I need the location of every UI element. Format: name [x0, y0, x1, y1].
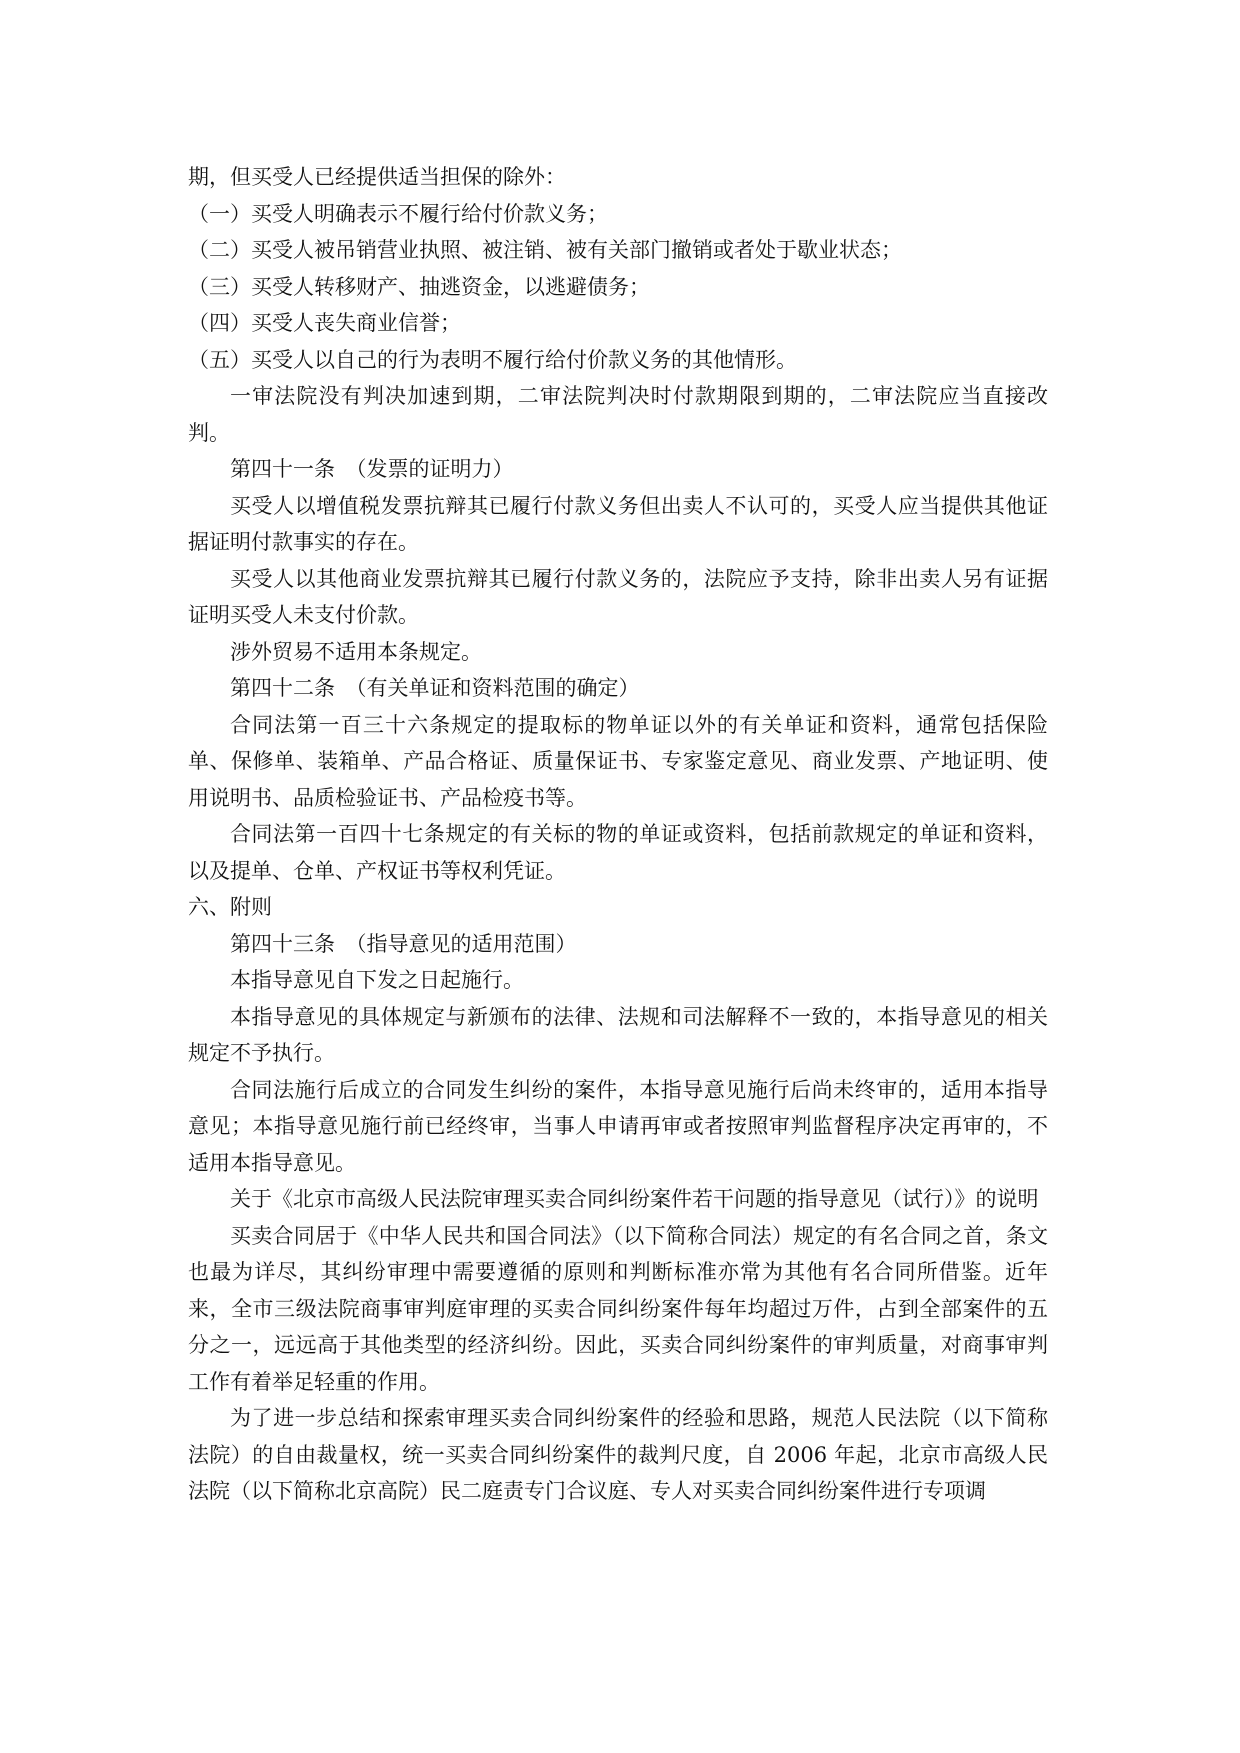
article-heading-41: 第四十一条 （发票的证明力） [230, 457, 514, 481]
article-heading-42: 第四十二条 （有关单证和资料范围的确定） [230, 676, 640, 700]
document-body [188, 159, 1048, 1510]
list-item-1: （一）买受人明确表示不履行给付价款义务； [188, 201, 608, 226]
list-item-3: （三）买受人转移财产、抽逃资金，以逃避债务； [188, 274, 650, 299]
paragraph: 为了进一步总结和探索审理买卖合同纠纷案件的经验和思路，规范人民法院（以下简称法院）的自由裁量权，统一买卖合同纠纷案件的裁判尺度，自 2006 年起，北京市高级人民法院（以下简称北京高院）民二庭责专门合议庭、专人对买卖合同纠纷案件进行专项调 [188, 1406, 1048, 1503]
paragraph: 买受人以其他商业发票抗辩其已履行付款义务的，法院应予支持，除非出卖人另有证据证明买受人未支付价款。 [188, 566, 1048, 627]
list-item-2: （二）买受人被吊销营业执照、被注销、被有关部门撤销或者处于歇业状态； [188, 238, 902, 262]
article-heading-43: 第四十三条 （指导意见的适用范围） [230, 931, 577, 956]
paragraph: 本指导意见的具体规定与新颁布的法律、法规和司法解释不一致的，本指导意见的相关规定不予执行。 [188, 1004, 1048, 1065]
paragraph: 合同法第一百四十七条规定的有关标的物的单证或资料，包括前款规定的单证和资料，以及提单、仓单、产权证书等权利凭证。 [188, 822, 1048, 883]
section-heading-supplementary: 六、附则 [188, 895, 272, 919]
paragraph: 本指导意见自下发之日起施行。 [230, 968, 524, 992]
paragraph: 买受人以增值税发票抗辩其已履行付款义务但出卖人不认可的，买受人应当提供其他证据证明付款事实的存在。 [188, 493, 1048, 554]
paragraph: 合同法施行后成立的合同发生纠纷的案件，本指导意见施行后尚未终审的，适用本指导意见；本指导意见施行前已经终审，当事人申请再审或者按照审判监督程序决定再审的，不适用本指导意见。 [188, 1077, 1048, 1175]
list-item-5: （五）买受人以自己的行为表明不履行给付价款义务的其他情形。 [188, 347, 797, 372]
paragraph: 买卖合同居于《中华人民共和国合同法》（以下简称合同法）规定的有名合同之首，条文也最为详尽，其纠纷审理中需要遵循的原则和判断标准亦常为其他有名合同所借鉴。近年来，全市三级法院商事审判庭审理的买卖合同纠纷案件每年均超过万件，占到全部案件的五分之一，远远高于其他类型的经济纠纷。因此，买卖合同纠纷案件的审判质量，对商事审判工作有着举足轻重的作用。 [188, 1223, 1048, 1394]
paragraph: 涉外贸易不适用本条规定。 [230, 639, 482, 664]
paragraph: 一审法院没有判决加速到期，二审法院判决时付款期限到期的，二审法院应当直接改判。 [188, 384, 1048, 445]
paragraph-continuation: 期，但买受人已经提供适当担保的除外： [188, 165, 566, 189]
paragraph: 合同法第一百三十六条规定的提取标的物单证以外的有关单证和资料，通常包括保险单、保修单、装箱单、产品合格证、质量保证书、专家鉴定意见、商业发票、产地证明、使用说明书、品质检验证书、产品检疫书等。 [188, 712, 1048, 810]
explanation-title: 关于《北京市高级人民法院审理买卖合同纠纷案件若干问题的指导意见（试行）》的说明 [230, 1187, 1039, 1211]
list-item-4: （四）买受人丧失商业信誉； [188, 311, 461, 335]
